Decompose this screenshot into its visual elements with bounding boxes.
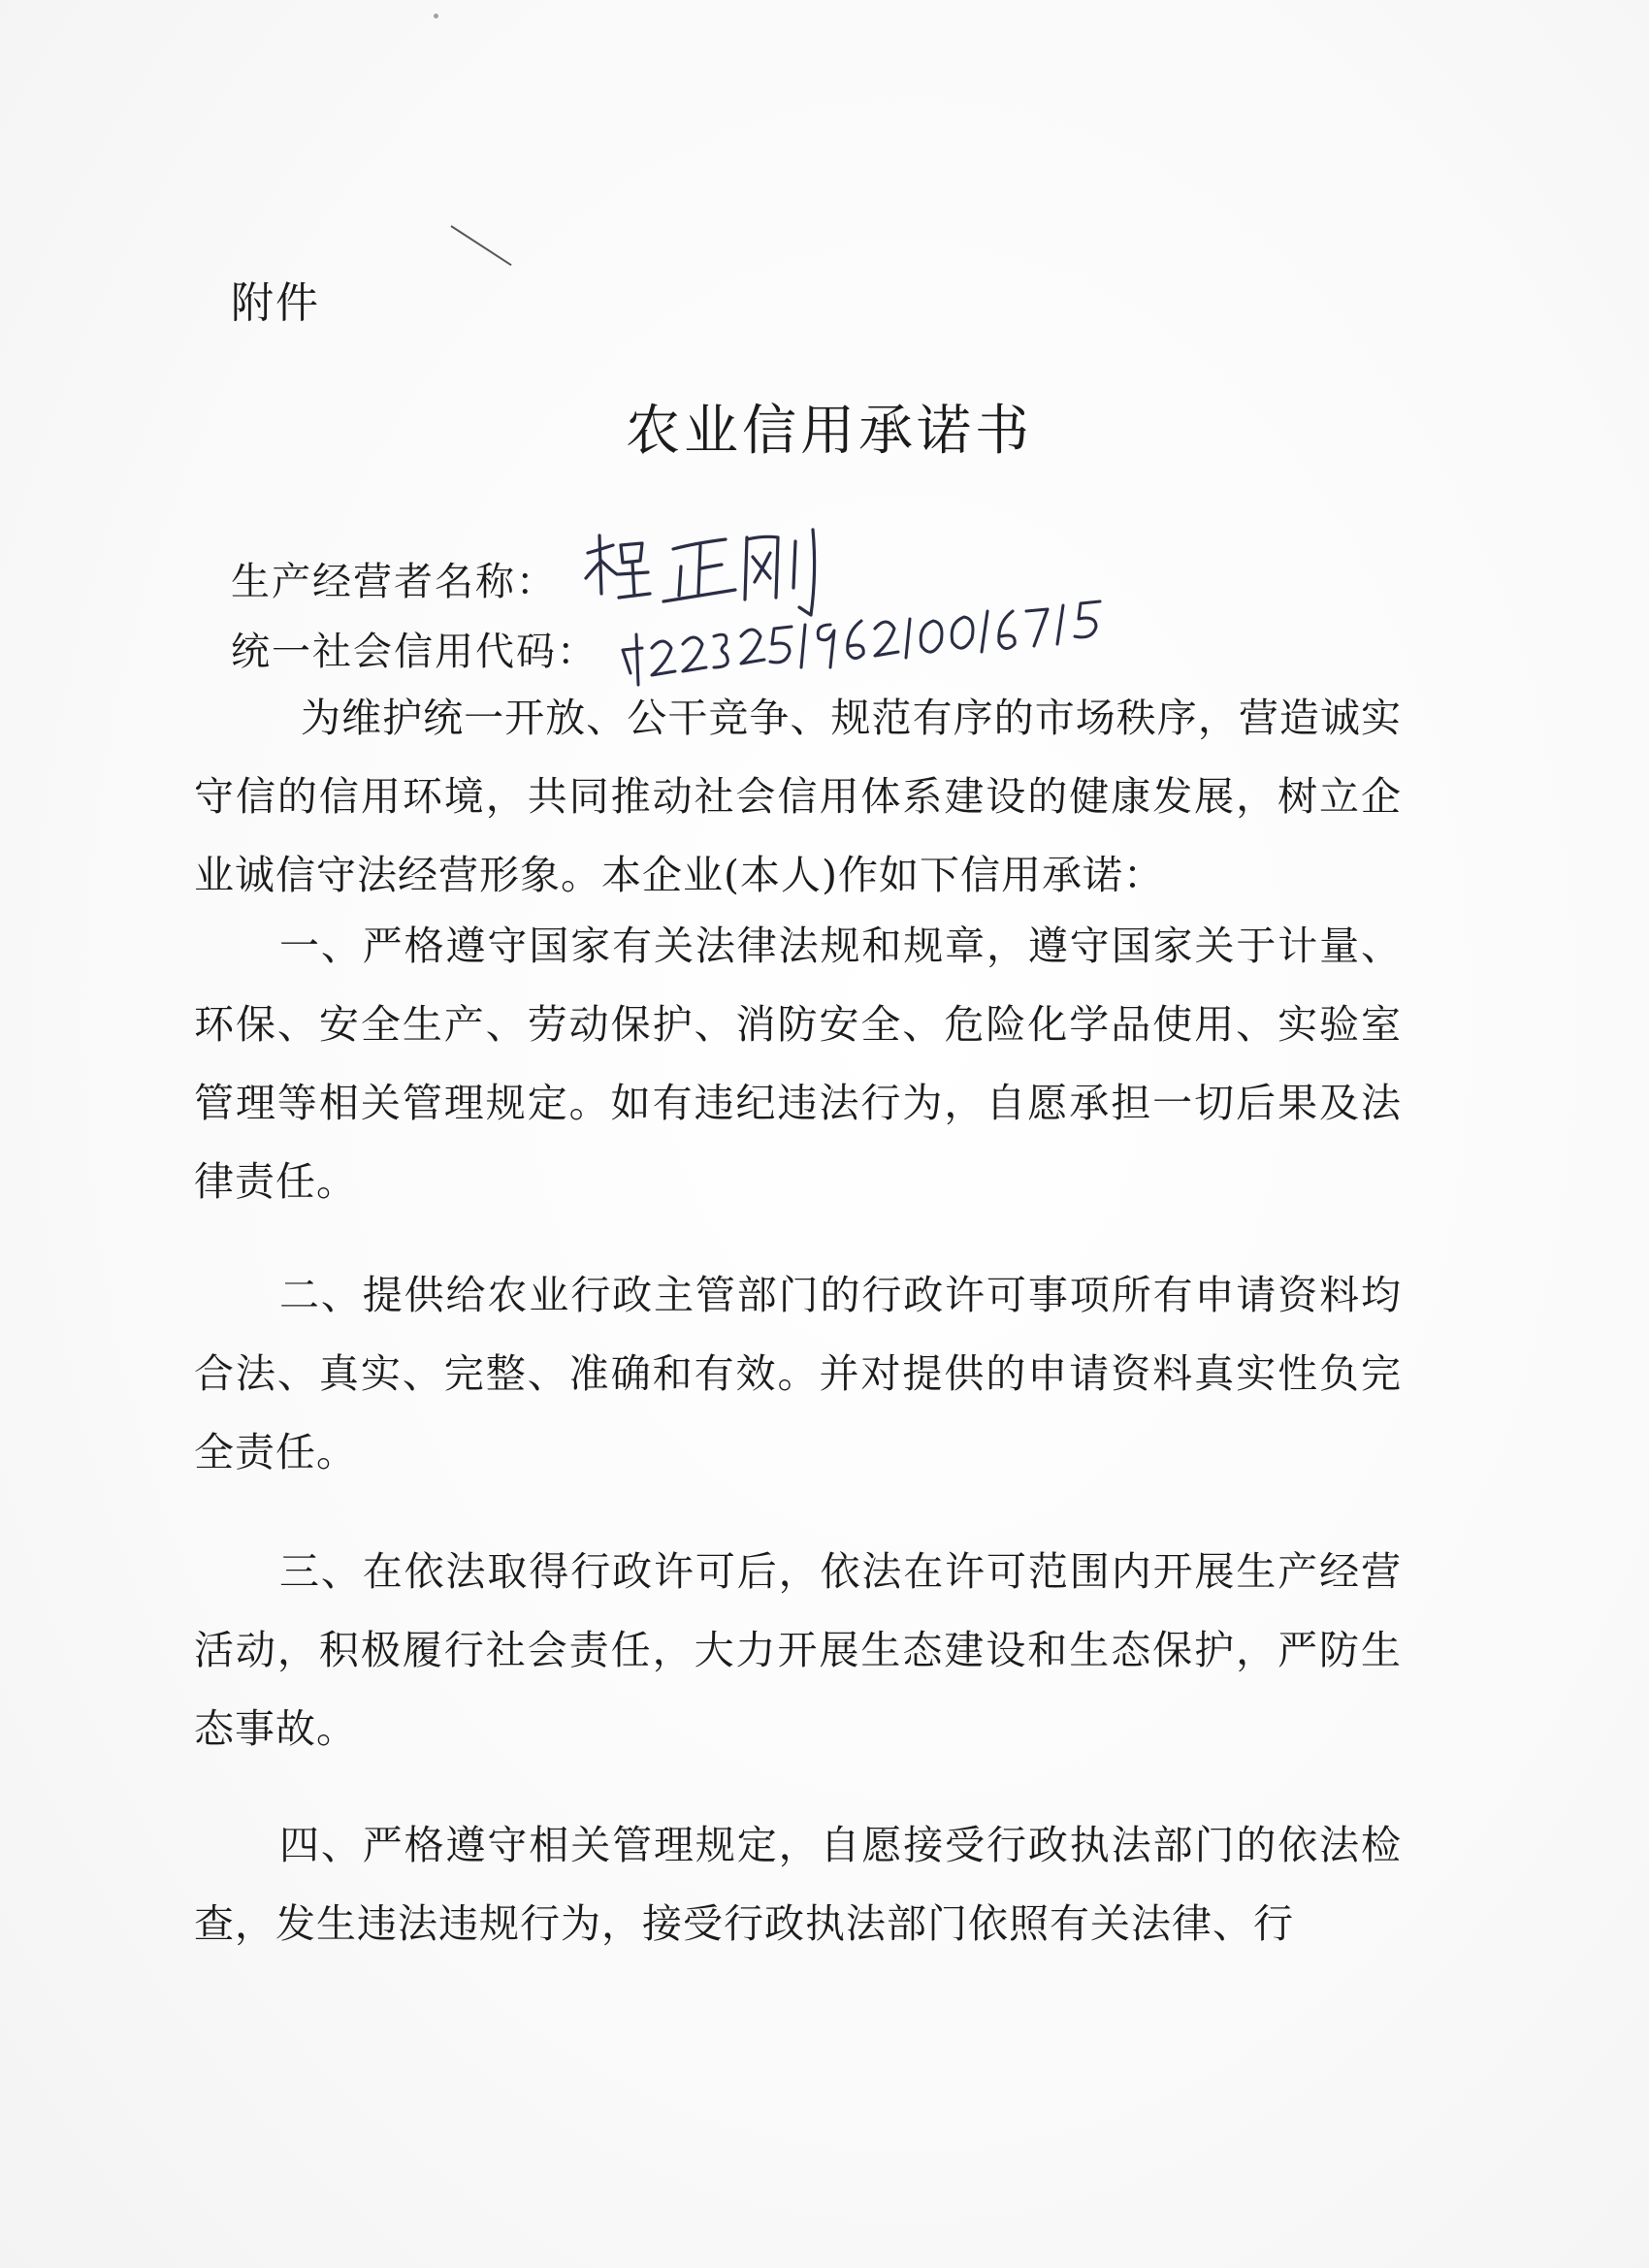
document-title: 农业信用承诺书 (626, 400, 1033, 463)
clause-4-paragraph: 四、严格遵守相关管理规定，自愿接受行政执法部门的依法检查，发生违法违规行为，接受行政执法部门依照有关法律、行 (194, 1822, 1402, 1947)
producer-name-label: 生产经营者名称： (231, 560, 557, 604)
clause-3-paragraph: 三、在依法取得行政许可后，依法在许可范围内开展生产经营活动，积极履行社会责任，大力开展生态建设和生态保护，严防生态事故。 (194, 1548, 1402, 1752)
intro-paragraph: 为维护统一开放、公干竞争、规范有序的市场秩序，营造诚实守信的信用环境，共同推动社会信用体系建设的健康发展，树立企业诚信守法经营形象。本企业(本人)作如下信用承诺： (194, 695, 1402, 898)
credit-code-label: 统一社会信用代码： (231, 630, 598, 674)
attachment-label: 附件 (231, 278, 320, 328)
scan-pen-stroke (450, 225, 511, 266)
clause-2-paragraph: 二、提供给农业行政主管部门的行政许可事项所有申请资料均合法、真实、完整、准确和有效。并对提供的申请资料真实性负完全责任。 (194, 1272, 1402, 1475)
clause-1-paragraph: 一、严格遵守国家有关法律法规和规章，遵守国家关于计量、环保、安全生产、劳动保护、消防安全、危险化学品使用、实验室管理等相关管理规定。如有违纪违法行为，自愿承担一切后果及法律责任。 (194, 923, 1402, 1205)
scan-speck (434, 14, 438, 18)
